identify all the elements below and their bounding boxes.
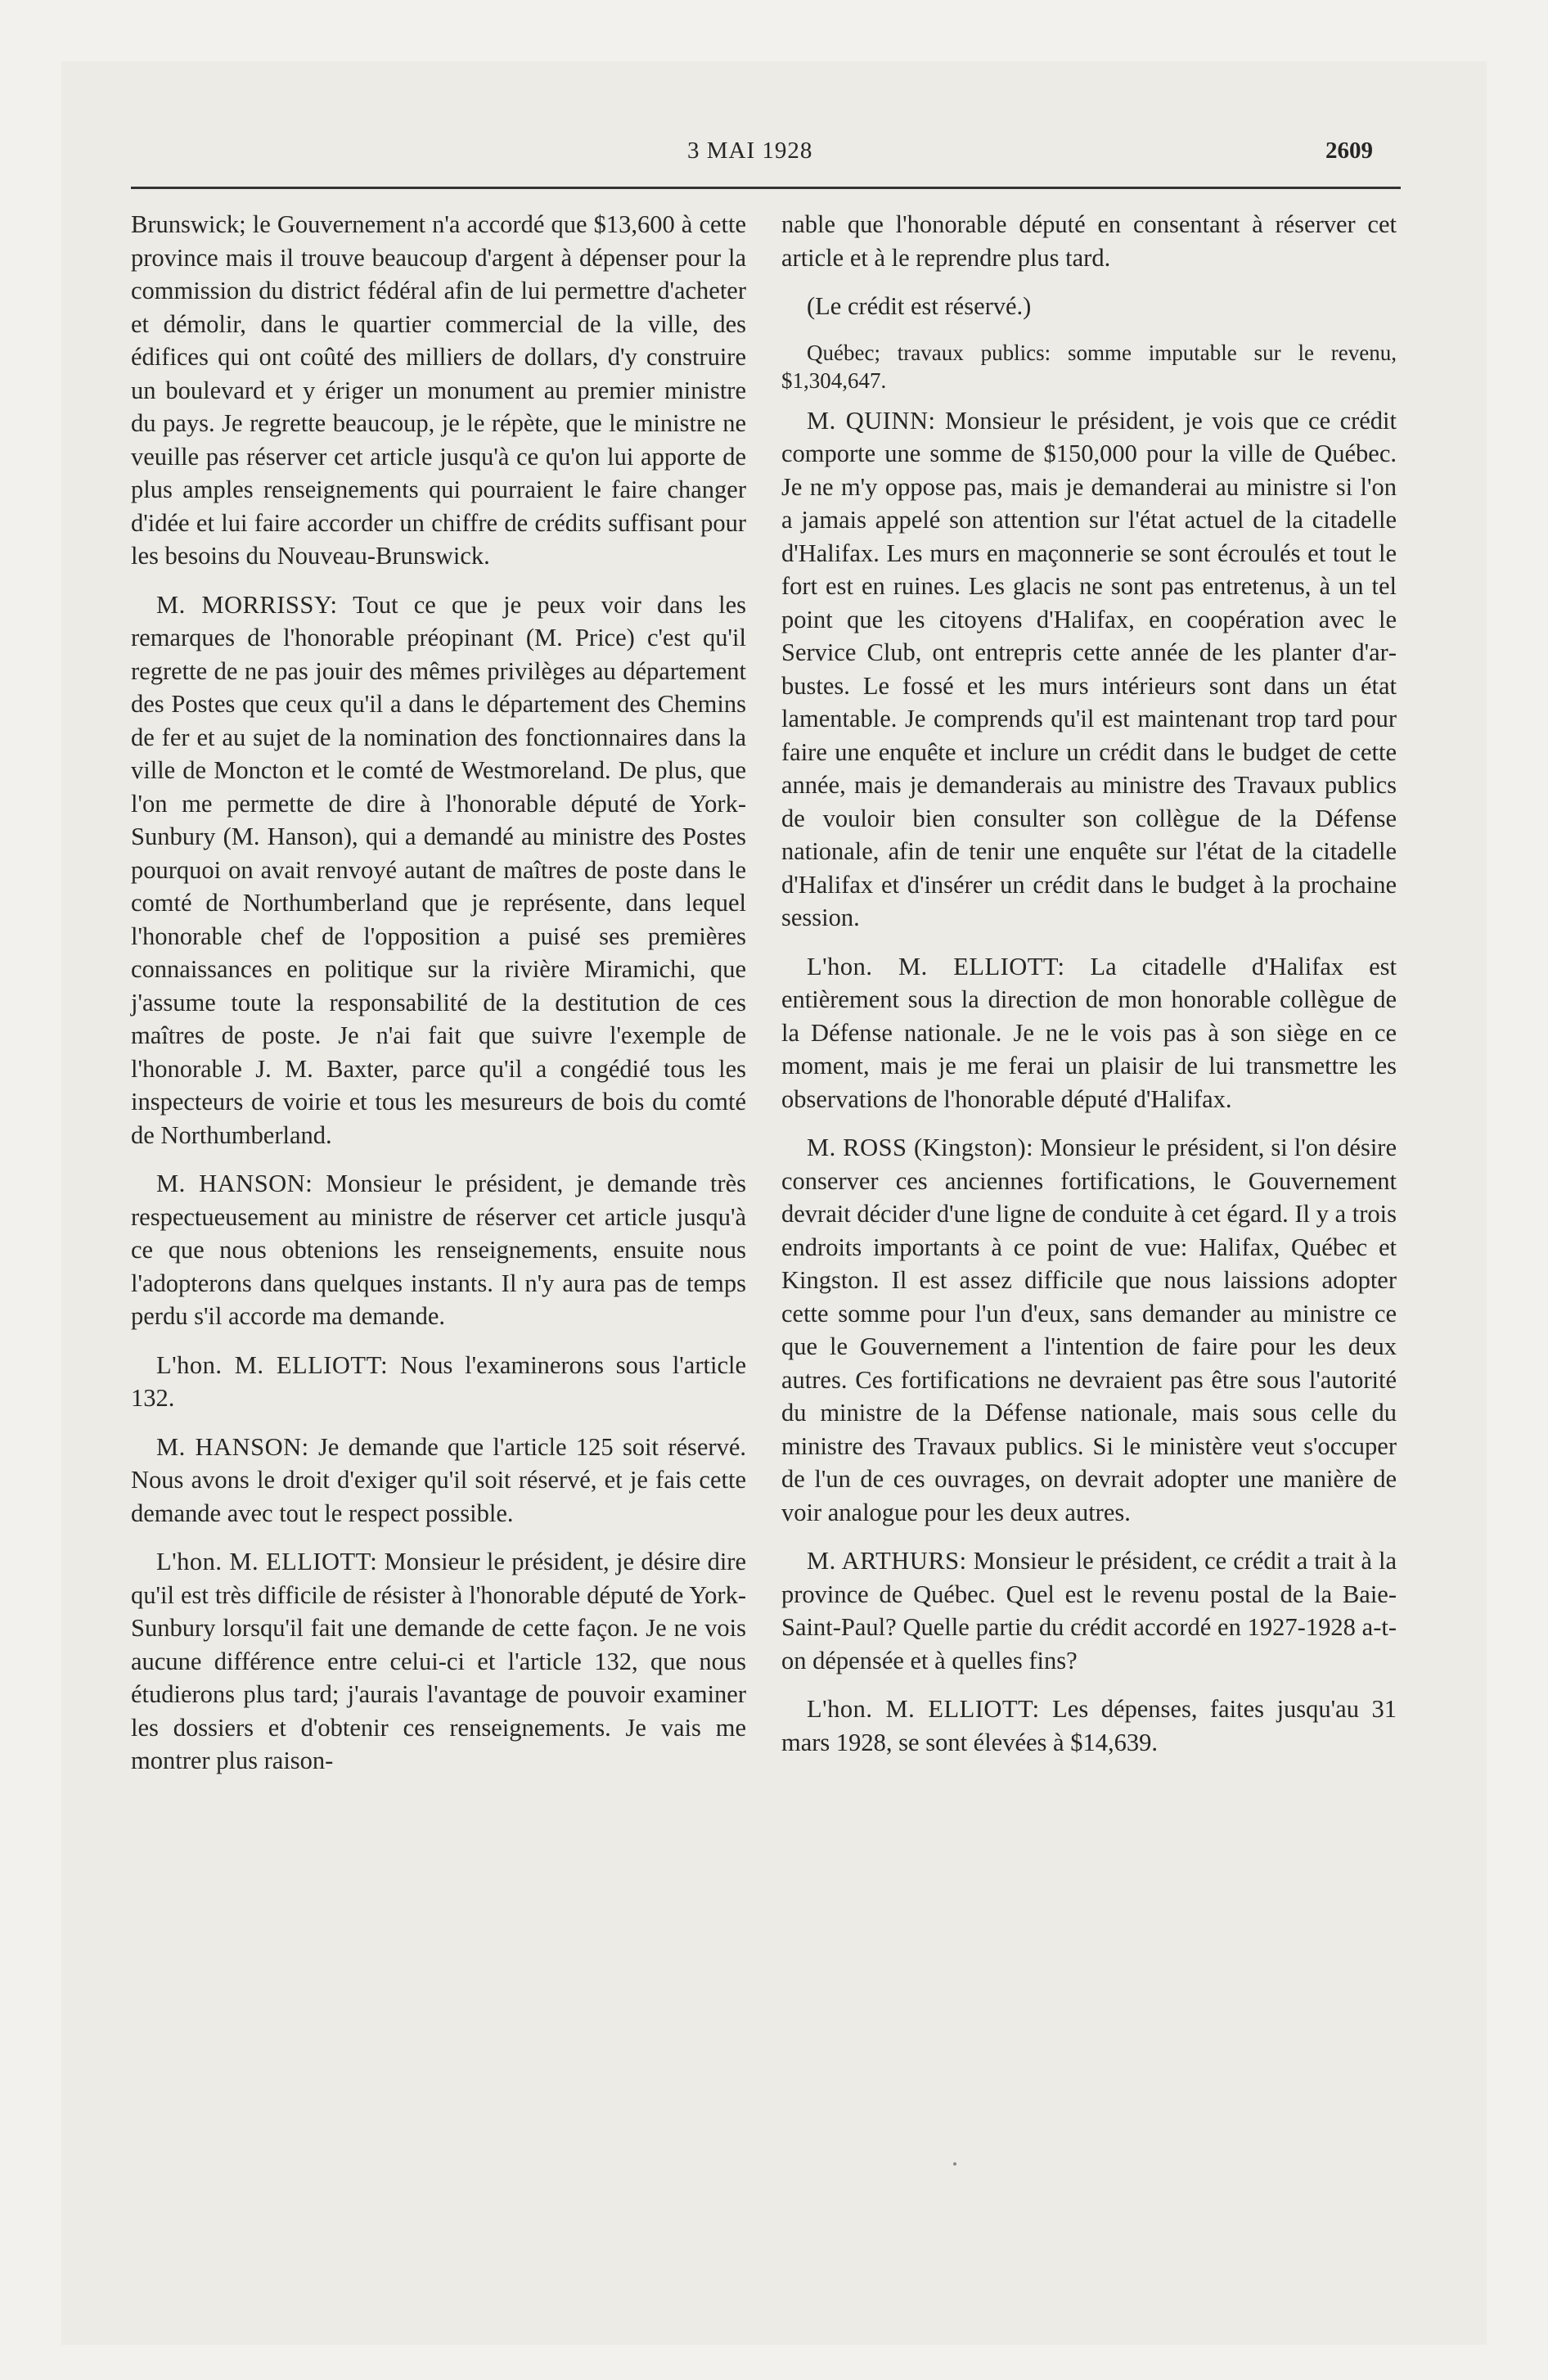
speaker-name: M. HANSON: bbox=[156, 1432, 309, 1461]
paragraph-text: Monsieur le président, je demande très respectueusement au ministre de réserver cet article jusqu'à ce que nous obtenions les renseignements, ensuite nous l'adopterons dans quelques instants. Il n'y aura pas de temps perdu s'il accorde ma demande. bbox=[131, 1170, 747, 1330]
vote-heading bbox=[781, 339, 1397, 394]
paragraph bbox=[131, 208, 746, 573]
speaker-name: M. ARTHURS: bbox=[807, 1547, 967, 1575]
paragraph-text: Brunswick; le Gouvernement n'a accordé que $13,600 à cette province mais il trouve beaucoup d'argent à dépenser pour la commission du district fédéral afin de lui permettre d'acheter et démolir, dans le quartier commercial de la ville, des édifices qui ont coûté des milliers de dollars, d'y construire un boulevard et y ériger un monument au premier ministre du pays. Je regrette beaucoup, je le répète, que le ministre ne veuille pas réserver cet article jusqu'à ce qu'on lui apporte de plus amples renseignements qui pourraient le faire changer d'idée et lui faire accorder un chiffre de crédits suffisant pour les besoins du Nouveau-Brunswick. bbox=[131, 210, 746, 570]
paragraph bbox=[781, 1544, 1397, 1677]
paragraph-text: Monsieur le président, je vois que ce crédit comporte une somme de $150,000 pour la ville de Québec. Je ne m'y oppose pas, mais je demanderai au ministre si l'on a jamais appelé son attention sur l'état actuel de la citadelle d'Halifax. Les murs en maçonnerie se sont écroulés et tout le fort est en ruines. Les glacis ne sont pas entretenus, à un tel point que les citoyens d'Halifax, en coopération avec le Service Club, ont entrepris cette année de les planter d'arbustes. Le fossé et les murs intérieurs sont dans un état lamentable. Je comprends qu'il est maintenant trop tard pour faire une enquête et inclure un crédit dans le budget de cette année, mais je demanderais au ministre des Travaux publics de vouloir bien consulter son collègue de la Défense nationale, afin de tenir une enquête sur l'état de la citadelle d'Halifax et d'insérer un crédit dans le budget à la prochaine session. bbox=[781, 406, 1397, 931]
speaker-name: M. ROSS (Kingston): bbox=[807, 1134, 1034, 1161]
paragraph-text: Les dépenses, faites jusqu'au 31 mars 1928, se sont élevées à $14,639. bbox=[781, 1695, 1397, 1756]
paragraph bbox=[131, 1167, 746, 1333]
paragraph bbox=[131, 1349, 746, 1415]
speaker-name: L'hon. M. ELLIOTT: bbox=[807, 952, 1065, 980]
right-column bbox=[781, 208, 1397, 1774]
paragraph-text: La citadelle d'Halifax est entièrement sous la direction de mon honorable collègue de la Défense nationale. Je ne le vois pas à son siège en ce moment, mais je me ferai un plaisir de lui transmettre les observations de l'honorable député d'Halifax. bbox=[781, 952, 1397, 1113]
paragraph bbox=[131, 1545, 746, 1778]
paragraph bbox=[781, 1693, 1397, 1759]
page-mark bbox=[953, 2162, 956, 2166]
paragraph-text: (Le crédit est réservé.) bbox=[807, 292, 1032, 320]
paragraph bbox=[781, 950, 1397, 1116]
paragraph-text: nable que l'honorable député en consentant à réserver cet article et à le reprendre plus tard. bbox=[781, 210, 1397, 272]
paragraph bbox=[131, 588, 746, 1152]
paragraph-text: Tout ce que je peux voir dans les remarques de l'honorable préopinant (M. Price) c'est qu'il regrette de ne pas jouir des mêmes privilèges au département des Postes que ceux qu'il a dans le département des Chemins de fer et au sujet de la nomination des fonctionnaires dans la ville de Moncton et le comté de Westmoreland. De plus, que l'on me permette de dire à l'honorable député de York-Sunbury (M. Hanson), qui a demandé au ministre des Postes pourquoi on avait renvoyé autant de maîtres de poste dans le comté de Northumberland que je représente, dans lequel l'honorable chef de l'opposition a puisé ses premières connaissances en politique sur la rivière Miramichi, que j'assume toute la responsabilité de la destitution de ces maîtres de poste. Je n'ai fait que suivre l'exemple de l'honorable J. M. Baxter, parce qu'il a congédié tous les inspecteurs de voirie et tous les mesureurs de bois du comté de Northumberland. bbox=[131, 590, 746, 1149]
paragraph-text: Monsieur le président, je désire dire qu'il est très difficile de résister à l'honorable député de York-Sunbury lorsqu'il fait une demande de cette façon. Je ne vois aucune différence entre celui-ci et l'article 132, que nous étudierons plus tard; j'aurais l'avantage de pouvoir examiner les dossiers et d'obtenir ces renseignements. Je vais me montrer plus raison- bbox=[131, 1548, 746, 1774]
speaker-name: M. HANSON: bbox=[156, 1170, 313, 1197]
speaker-name: L'hon. M. ELLIOTT: bbox=[807, 1695, 1040, 1723]
paragraph-text: Monsieur le président, ce crédit a trait à la province de Québec. Quel est le revenu postal de la Baie-Saint-Paul? Quelle partie du crédit accordé en 1927-1928 a-t-on dépensée et à quelles fins? bbox=[781, 1547, 1397, 1675]
page-date: 3 MAI 1928 bbox=[687, 137, 813, 164]
paragraph bbox=[781, 404, 1397, 935]
paragraph-text: Québec; travaux publics: somme imputable sur le revenu, $1,304,647. bbox=[781, 340, 1397, 393]
paragraph bbox=[781, 208, 1397, 274]
speaker-name: L'hon. M. ELLIOTT: bbox=[156, 1548, 378, 1575]
paragraph-text: Monsieur le président, si l'on désire conserver ces anciennes fortifications, le Gouvernement devrait décider d'une ligne de conduite à cet égard. Il y a trois endroits importants à ce point de vue: Halifax, Québec et Kingston. Il est assez difficile que nous laissions adopter cette somme pour l'un d'eux, sans demander au ministre ce que le Gouvernement a l'intention de faire pour les deux autres. Ces fortifications ne devraient pas être sous l'autorité du ministre de la Défense nationale, mais sous celle du ministre des Travaux publics. Si le ministère veut s'occuper de l'un de ces ouvrages, on devrait adopter une manière de voir analogue pour les deux autres. bbox=[781, 1134, 1397, 1526]
speaker-name: L'hon. M. ELLIOTT: bbox=[156, 1350, 389, 1379]
left-column bbox=[131, 208, 746, 1793]
paragraph-text: Nous l'examinerons sous l'article 132. bbox=[131, 1350, 746, 1412]
header-rule bbox=[131, 187, 1401, 189]
page-number: 2609 bbox=[1325, 137, 1373, 164]
speaker-name: M. QUINN: bbox=[807, 406, 936, 435]
speaker-name: M. MORRISSY: bbox=[156, 590, 338, 619]
paragraph bbox=[781, 290, 1397, 323]
paragraph bbox=[131, 1431, 746, 1530]
paragraph bbox=[781, 1131, 1397, 1529]
paragraph-text: Je demande que l'article 125 soit réservé. Nous avons le droit d'exiger qu'il soit réservé, et je fais cette demande avec tout le respect possible. bbox=[131, 1432, 746, 1527]
